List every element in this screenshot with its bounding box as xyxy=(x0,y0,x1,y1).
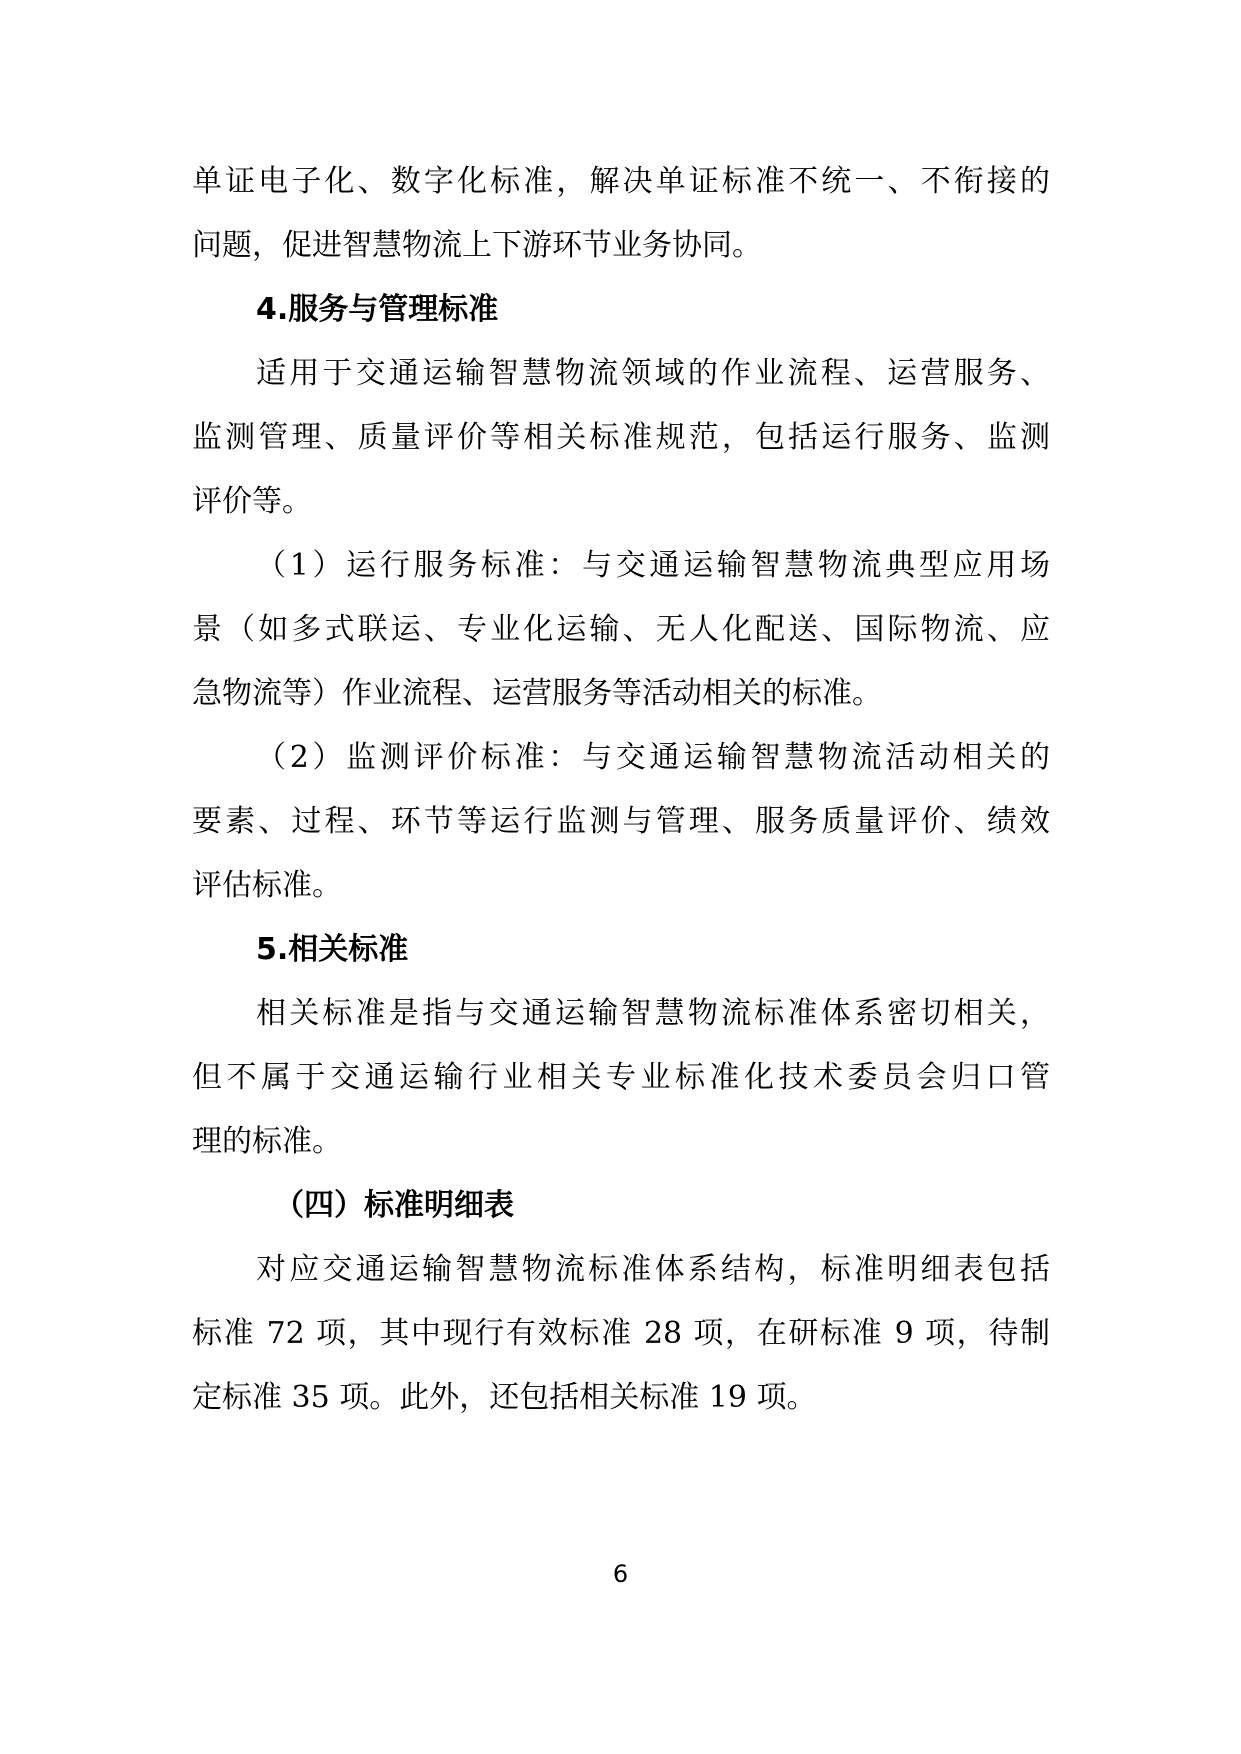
text-line: 评价等。 xyxy=(192,484,312,519)
text-line: 单证电子化、数字化标准，解决单证标准不统一、不衔接的 xyxy=(192,164,1050,199)
text-line: 景（如多式联运、专业化运输、无人化配送、国际物流、应 xyxy=(192,612,1050,647)
text-line: 对应交通运输智慧物流标准体系结构，标准明细表包括 xyxy=(256,1252,1050,1287)
text-line: 理的标准。 xyxy=(192,1124,342,1159)
section-heading-5: 5.相关标准 xyxy=(256,932,409,967)
text-line: 定标准 35 项。此外，还包括相关标准 19 项。 xyxy=(192,1380,817,1415)
paragraph xyxy=(192,534,1050,726)
text-line: 标准 72 项，其中现行有效标准 28 项，在研标准 9 项，待制 xyxy=(192,1316,1050,1351)
paragraph xyxy=(192,150,1050,278)
section-heading-4: 4.服务与管理标准 xyxy=(256,292,499,327)
text-line: 问题，促进智慧物流上下游环节业务协同。 xyxy=(192,228,762,263)
text-line: 要素、过程、环节等运行监测与管理、服务质量评价、绩效 xyxy=(192,804,1050,839)
text-line: 但不属于交通运输行业相关专业标准化技术委员会归口管 xyxy=(192,1060,1050,1095)
subsection-heading: （四）标准明细表 xyxy=(274,1188,514,1223)
paragraph xyxy=(192,342,1050,534)
text-line: 相关标准是指与交通运输智慧物流标准体系密切相关， xyxy=(256,996,1050,1031)
text-line: 急物流等）作业流程、运营服务等活动相关的标准。 xyxy=(192,676,882,711)
paragraph xyxy=(192,982,1050,1174)
document-body xyxy=(192,150,1050,1430)
paragraph xyxy=(192,1238,1050,1430)
paragraph xyxy=(192,726,1050,918)
text-line: 适用于交通运输智慧物流领域的作业流程、运营服务、 xyxy=(256,356,1050,391)
text-line: 评估标准。 xyxy=(192,868,342,903)
text-line: （1）运行服务标准：与交通运输智慧物流典型应用场 xyxy=(256,548,1050,583)
text-line: （2）监测评价标准：与交通运输智慧物流活动相关的 xyxy=(256,740,1050,775)
page-number: 6 xyxy=(612,1560,629,1588)
text-line: 监测管理、质量评价等相关标准规范，包括运行服务、监测 xyxy=(192,420,1050,455)
